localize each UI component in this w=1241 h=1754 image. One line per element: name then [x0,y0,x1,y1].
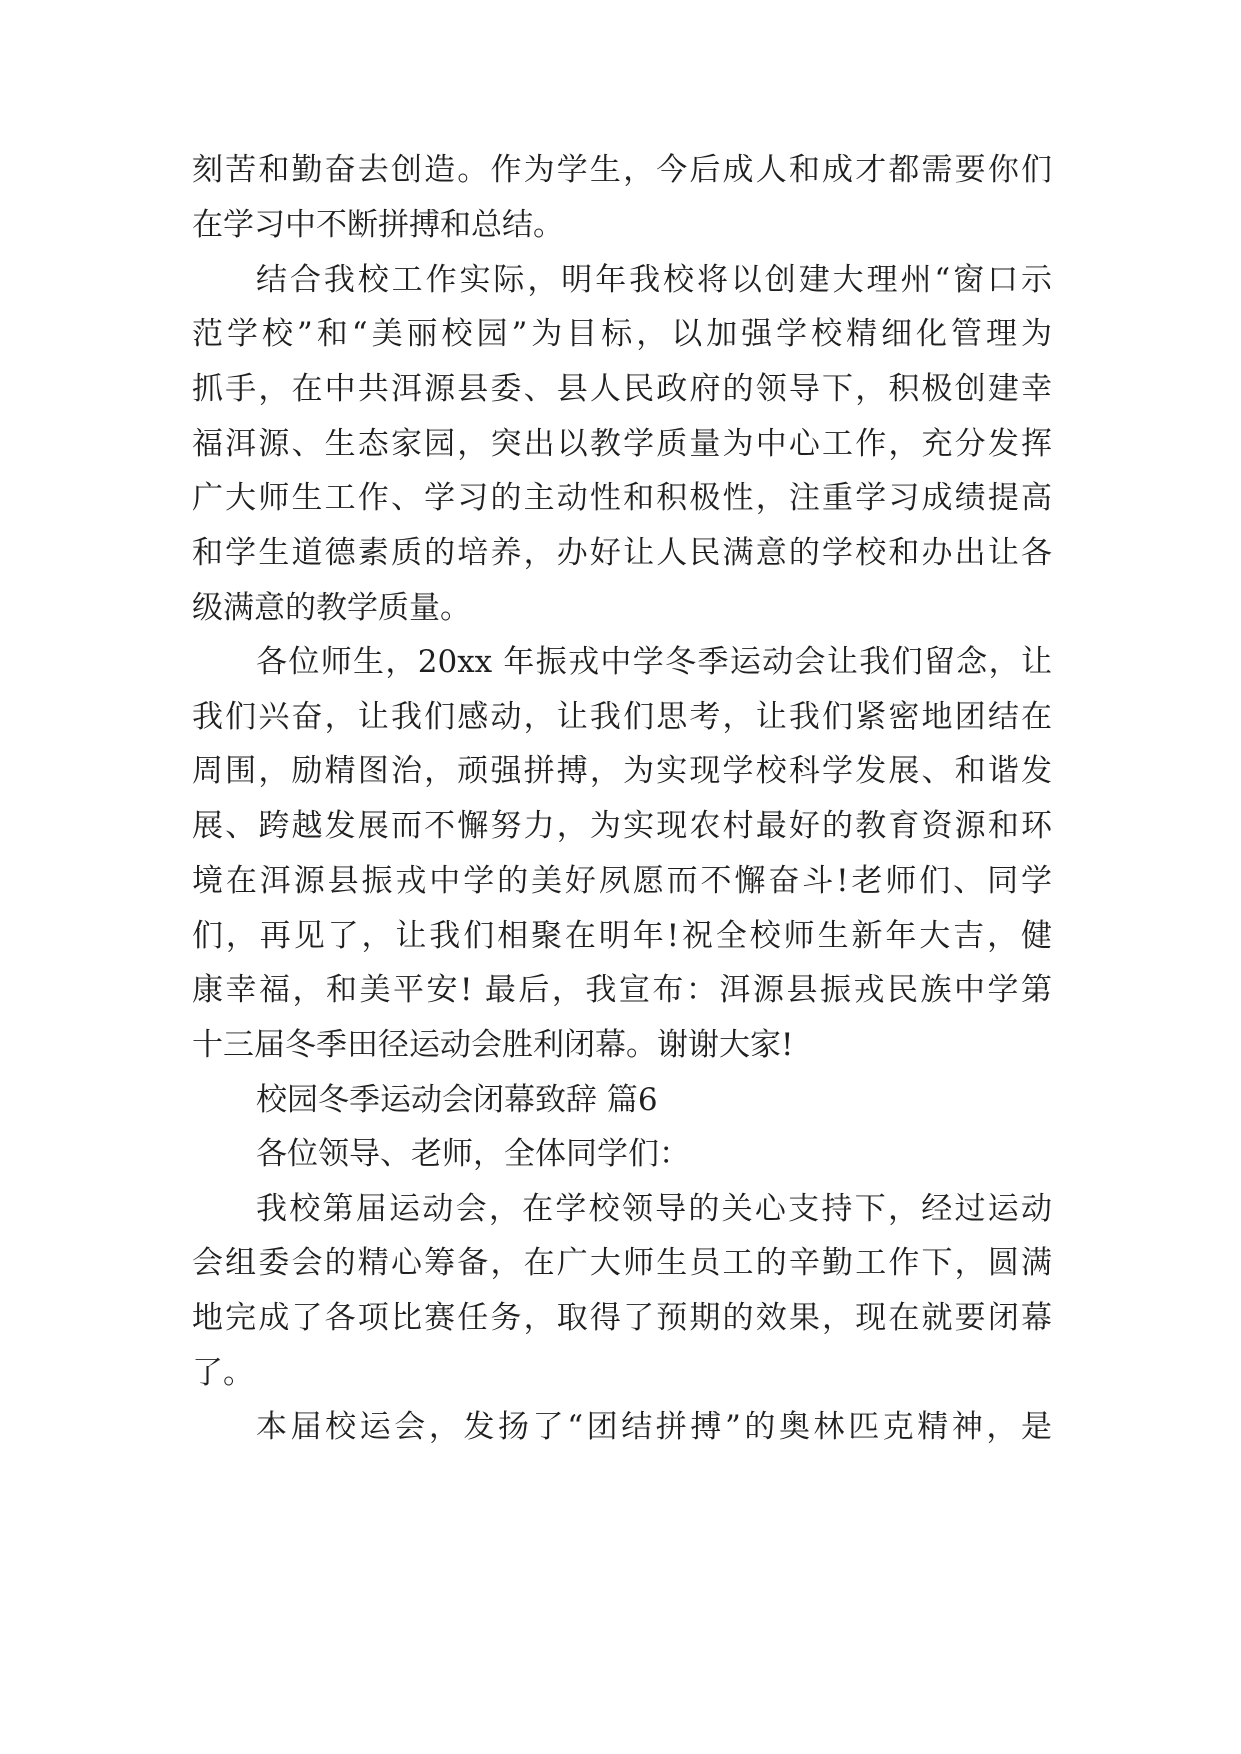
text-line: 境在洱源县振戎中学的美好夙愿而不懈奋斗!老师们、同学 [192,863,1052,899]
section-heading: 校园冬季运动会闭幕致辞 篇6 [256,1082,658,1118]
text-line: 十三届冬季田径运动会胜利闭幕。谢谢大家! [192,1027,794,1063]
text-line: 地完成了各项比赛任务，取得了预期的效果，现在就要闭幕 [192,1300,1052,1336]
text-line: 了。 [192,1355,254,1391]
text-line: 们，再见了，让我们相聚在明年!祝全校师生新年大吉，健 [192,918,1052,954]
text-line: 抓手，在中共洱源县委、县人民政府的领导下，积极创建幸 [192,371,1052,407]
text-line: 我们兴奋，让我们感动，让我们思考，让我们紧密地团结在 [192,699,1052,735]
salutation: 各位领导、老师，全体同学们： [256,1136,690,1172]
text-line: 级满意的教学质量。 [192,590,471,626]
text-line: 结合我校工作实际，明年我校将以创建大理州“窗口示 [256,262,1052,298]
text-line: 刻苦和勤奋去创造。作为学生，今后成人和成才都需要你们 [192,152,1052,188]
text-line: 康幸福，和美平安! 最后，我宣布：洱源县振戎民族中学第 [192,972,1052,1008]
text-line: 和学生道德素质的培养，办好让人民满意的学校和办出让各 [192,535,1052,571]
text-line: 周围，励精图治，顽强拼搏，为实现学校科学发展、和谐发 [192,753,1052,789]
text-line: 广大师生工作、学习的主动性和积极性，注重学习成绩提高 [192,480,1052,516]
text-line: 各位师生，20xx 年振戎中学冬季运动会让我们留念，让 [256,644,1052,680]
text-line: 在学习中不断拼搏和总结。 [192,207,564,243]
text-line: 本届校运会，发扬了“团结拼搏”的奥林匹克精神，是 [256,1409,1052,1445]
text-line: 会组委会的精心筹备，在广大师生员工的辛勤工作下，圆满 [192,1245,1052,1281]
text-line: 福洱源、生态家园，突出以教学质量为中心工作，充分发挥 [192,426,1052,462]
text-line: 范学校”和“美丽校园”为目标，以加强学校精细化管理为 [192,316,1052,352]
text-line: 展、跨越发展而不懈努力，为实现农村最好的教育资源和环 [192,808,1052,844]
text-line: 我校第届运动会，在学校领导的关心支持下，经过运动 [256,1191,1052,1227]
